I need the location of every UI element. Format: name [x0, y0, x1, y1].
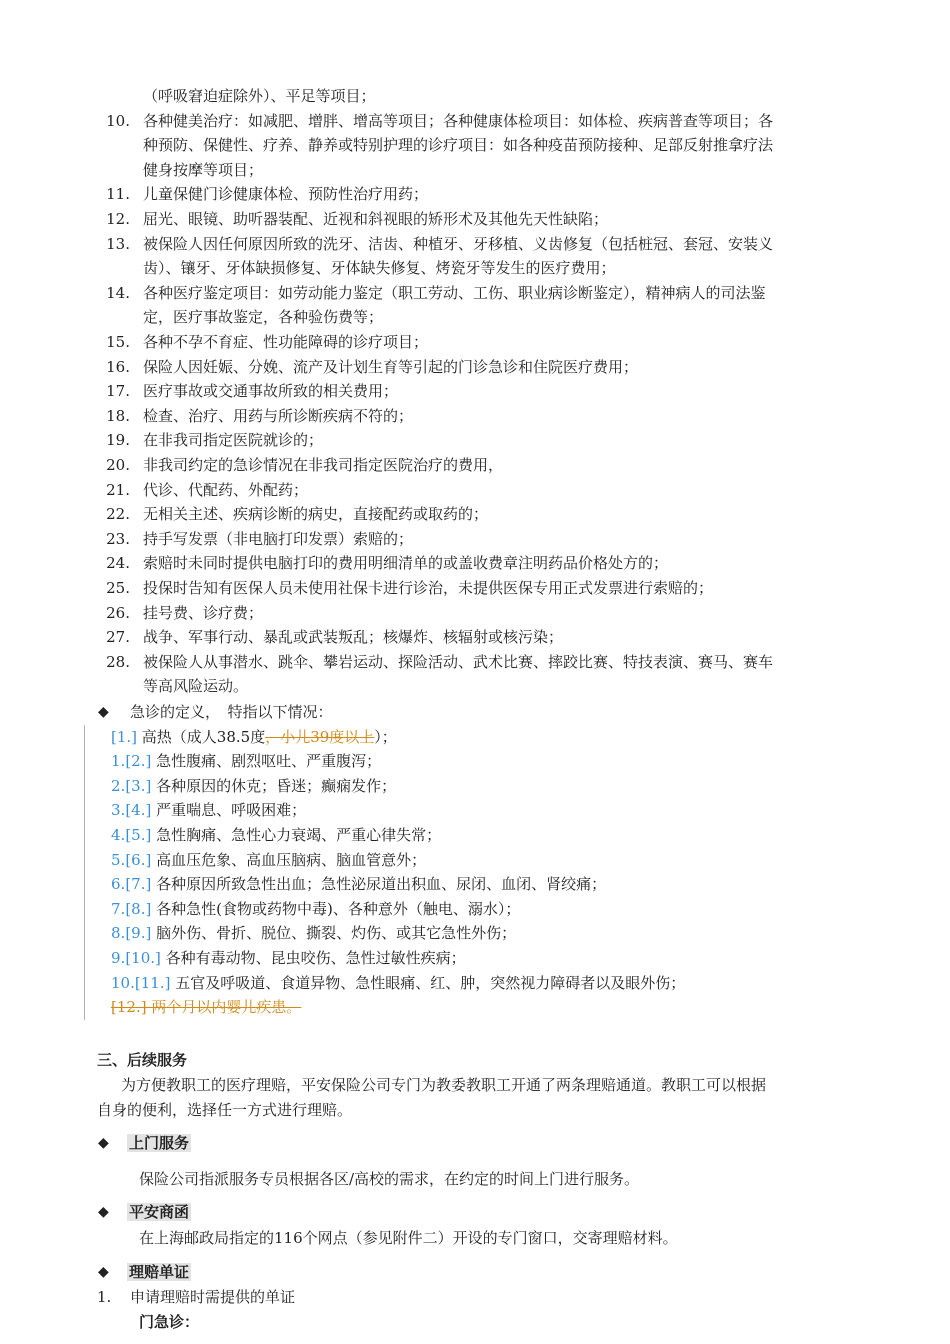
revision-change-bar — [84, 725, 85, 1020]
item-text: 健身按摩等项目； — [143, 160, 264, 179]
door-service-text: 保险公司指派服务专员根据各区/高校的需求，在约定的时间上门进行服务。 — [139, 1170, 640, 1188]
emergency-item — [111, 800, 306, 820]
section-heading: 三、后续服务 — [97, 1051, 188, 1069]
emergency-item — [111, 825, 441, 845]
item-number: 19. — [106, 431, 130, 450]
item-text: 挂号费、诊疗费； — [143, 603, 264, 622]
item-text: 等高风险运动。 — [143, 677, 249, 696]
item-text: 高热（成人38.5度 — [141, 727, 266, 746]
old-number: [4.] — [125, 801, 152, 820]
new-number: 1. — [111, 752, 126, 771]
item-number: 14. — [106, 283, 130, 302]
emergency-item — [111, 923, 516, 943]
item-text: 各种急性(食物或药物中毒)、各种意外（触电、溺水）； — [156, 899, 521, 918]
item-text: 代诊、代配药、外配药； — [143, 480, 309, 499]
item-number: 22. — [106, 505, 130, 524]
diamond-bullet-icon: ◆ — [98, 1204, 109, 1220]
item-text: 各种原因所致急性出血；急性泌尿道出积血、尿闭、血闭、肾绞痛； — [156, 875, 607, 894]
item-text: 战争、军事行动、暴乱或武装叛乱；核爆炸、核辐射或核污染； — [143, 628, 564, 647]
intro-paragraph-line1: 为方便教职工的医疗理赔，平安保险公司专门为教委教职工开通了两条理赔通道。教职工可以根据 — [121, 1076, 767, 1094]
item-text: 各种医疗鉴定项目：如劳动能力鉴定（职工劳动、工伤、职业病诊断鉴定），精神病人的司法鉴 — [143, 283, 766, 302]
item-text: 齿）、镶牙、牙体缺损修复、牙体缺失修复、烤瓷牙等发生的医疗费用； — [143, 259, 616, 278]
item-text: 被保险人因任何原因所致的洗牙、洁齿、种植牙、牙移植、义齿修复（包括桩冠、套冠、安装义 — [143, 234, 774, 253]
old-number: [8.] — [125, 899, 152, 918]
item-text: 急性胸痛、急性心力衰竭、严重心律失常； — [156, 826, 442, 844]
emergency-item — [111, 973, 685, 993]
old-number: [6.] — [125, 850, 152, 869]
new-number: 7. — [111, 899, 126, 918]
item-text: 保险人因妊娠、分娩、流产及计划生育等引起的门诊急诊和住院医疗费用； — [143, 357, 639, 376]
item-number: 27. — [106, 628, 130, 647]
emergency-title: 急诊的定义， 特指以下情况： — [130, 703, 333, 721]
new-number: 4. — [111, 826, 126, 844]
old-number: [7.] — [125, 875, 152, 894]
item-text: 急性腹痛、剧烈呕吐、严重腹泻； — [156, 752, 382, 771]
emergency-item — [111, 776, 396, 796]
old-number: [9.] — [125, 924, 152, 943]
item-number: 26. — [106, 603, 130, 622]
item-text: 脑外伤、骨折、脱位、撕裂、灼伤、或其它急性外伤； — [156, 924, 517, 943]
item-text: 检查、治疗、用药与所诊断疾病不符的； — [143, 406, 414, 425]
item-text: 严重喘息、呼吸困难； — [156, 801, 307, 820]
item-text: 各种健美治疗：如减肥、增胖、增高等项目；各种健康体检项目：如体检、疾病普查等项目；各 — [143, 111, 774, 130]
item-text: 五官及呼吸道、食道异物、急性眼痛、红、肿，突然视力障碍者以及眼外伤； — [175, 973, 686, 992]
emergency-item — [111, 948, 466, 968]
new-number: 9. — [111, 949, 126, 967]
item-text: 定，医疗事故鉴定，各种验伤费等； — [143, 308, 384, 327]
item-number: 20. — [106, 456, 130, 474]
old-number: [1.] — [111, 727, 138, 746]
item-number: 12. — [106, 210, 130, 228]
item-number: 28. — [106, 652, 130, 671]
item-number: 10. — [106, 111, 130, 130]
item-text: 被保险人从事潜水、跳伞、攀岩运动、探险活动、武术比赛、摔跤比赛、特技表演、赛马、赛车 — [143, 652, 774, 671]
item-text: 各种原因的休克；昏迷；癫痫发作； — [156, 776, 397, 795]
item-text: 儿童保健门诊健康体检、预防性治疗用药； — [143, 185, 429, 204]
emergency-item — [111, 899, 520, 919]
item-number: 17. — [106, 382, 130, 401]
old-number: [10.] — [125, 949, 161, 967]
new-number: 6. — [111, 875, 126, 894]
item-text: 投保时告知有医保人员未使用社保卡进行诊治，未提供医保专用正式发票进行索赔的； — [143, 579, 714, 597]
subsection-title-text: 上门服务 — [129, 1134, 190, 1152]
item-number: 13. — [106, 234, 130, 253]
item-text: 无相关主述、疾病诊断的病史，直接配药或取药的； — [143, 505, 489, 524]
item-number: 15. — [106, 333, 130, 351]
item-text: 高血压危象、高血压脑病、脑血管意外； — [156, 850, 427, 869]
intro-paragraph-line2: 自身的便利，选择任一方式进行理赔。 — [97, 1101, 353, 1119]
subsection-title-door-service — [127, 1133, 191, 1153]
new-number: 2. — [111, 776, 126, 795]
new-number: 5. — [111, 850, 126, 869]
item-text: 索赔时未同时提供电脑打印的费用明细清单的或盖收费章注明药品价格处方的； — [143, 554, 669, 573]
item-text: 屈光、眼镜、助听器装配、近视和斜视眼的矫形术及其他先天性缺陷； — [143, 210, 609, 228]
item-text: 持手写发票（非电脑打印发票）索赔的； — [143, 529, 414, 548]
item-text: 各种有毒动物、昆虫咬伤、急性过敏性疾病； — [165, 949, 466, 967]
item-text: 种预防、保健性、疗养、静养或特别护理的诊疗项目：如各种疫苗预防接种、足部反射推拿疗法 — [143, 136, 774, 155]
item-number: 16. — [106, 357, 130, 376]
continuation-text: （呼吸窘迫症除外）、平足等项目； — [143, 87, 376, 105]
item-number: 24. — [106, 554, 130, 573]
old-number: [2.] — [125, 752, 152, 771]
item-text: 在非我司指定医院就诊的； — [143, 431, 324, 450]
subsection-title-mail-service — [127, 1202, 191, 1222]
new-number: 10. — [111, 973, 135, 992]
item-number: 25. — [106, 579, 130, 597]
deleted-text: ，小儿39度以上 — [265, 727, 375, 746]
old-number: [5.] — [125, 826, 152, 844]
item-text: 非我司约定的急诊情况在非我司指定医院治疗的费用， — [143, 456, 504, 474]
doc-subheading: 门急诊： — [139, 1313, 200, 1331]
mail-service-text: 在上海邮政局指定的116个网点（参见附件二）开设的专门窗口，交寄理赔材料。 — [139, 1229, 678, 1247]
subsection-title-text: 平安商函 — [129, 1203, 190, 1221]
item-number: 11. — [106, 185, 130, 204]
diamond-bullet-icon: ◆ — [98, 1264, 109, 1280]
diamond-bullet-icon: ◆ — [98, 704, 109, 720]
doc-item-text: 申请理赔时需提供的单证 — [130, 1288, 296, 1306]
item-number: 18. — [106, 406, 130, 425]
item-number: 23. — [106, 529, 130, 548]
item-text: 医疗事故或交通事故所致的相关费用； — [143, 382, 399, 401]
diamond-bullet-icon: ◆ — [98, 1135, 109, 1151]
emergency-item — [111, 751, 381, 771]
subsection-title-text: 理赔单证 — [129, 1263, 190, 1281]
emergency-item-first — [111, 727, 397, 747]
doc-item-number: 1. — [97, 1288, 112, 1306]
new-number: 3. — [111, 801, 126, 820]
new-number: 8. — [111, 924, 126, 943]
item-text-tail: ）； — [374, 727, 397, 746]
item-number: 21. — [106, 480, 130, 499]
emergency-item — [111, 874, 606, 894]
subsection-title-claim-documents — [127, 1262, 191, 1282]
old-number: [3.] — [125, 776, 152, 795]
old-number: [11.] — [134, 973, 171, 992]
item-text: 各种不孕不育症、性功能障碍的诊疗项目； — [143, 333, 429, 351]
emergency-item — [111, 850, 426, 870]
deleted-item: [12.] 两个月以内婴儿疾患。 — [111, 998, 302, 1017]
